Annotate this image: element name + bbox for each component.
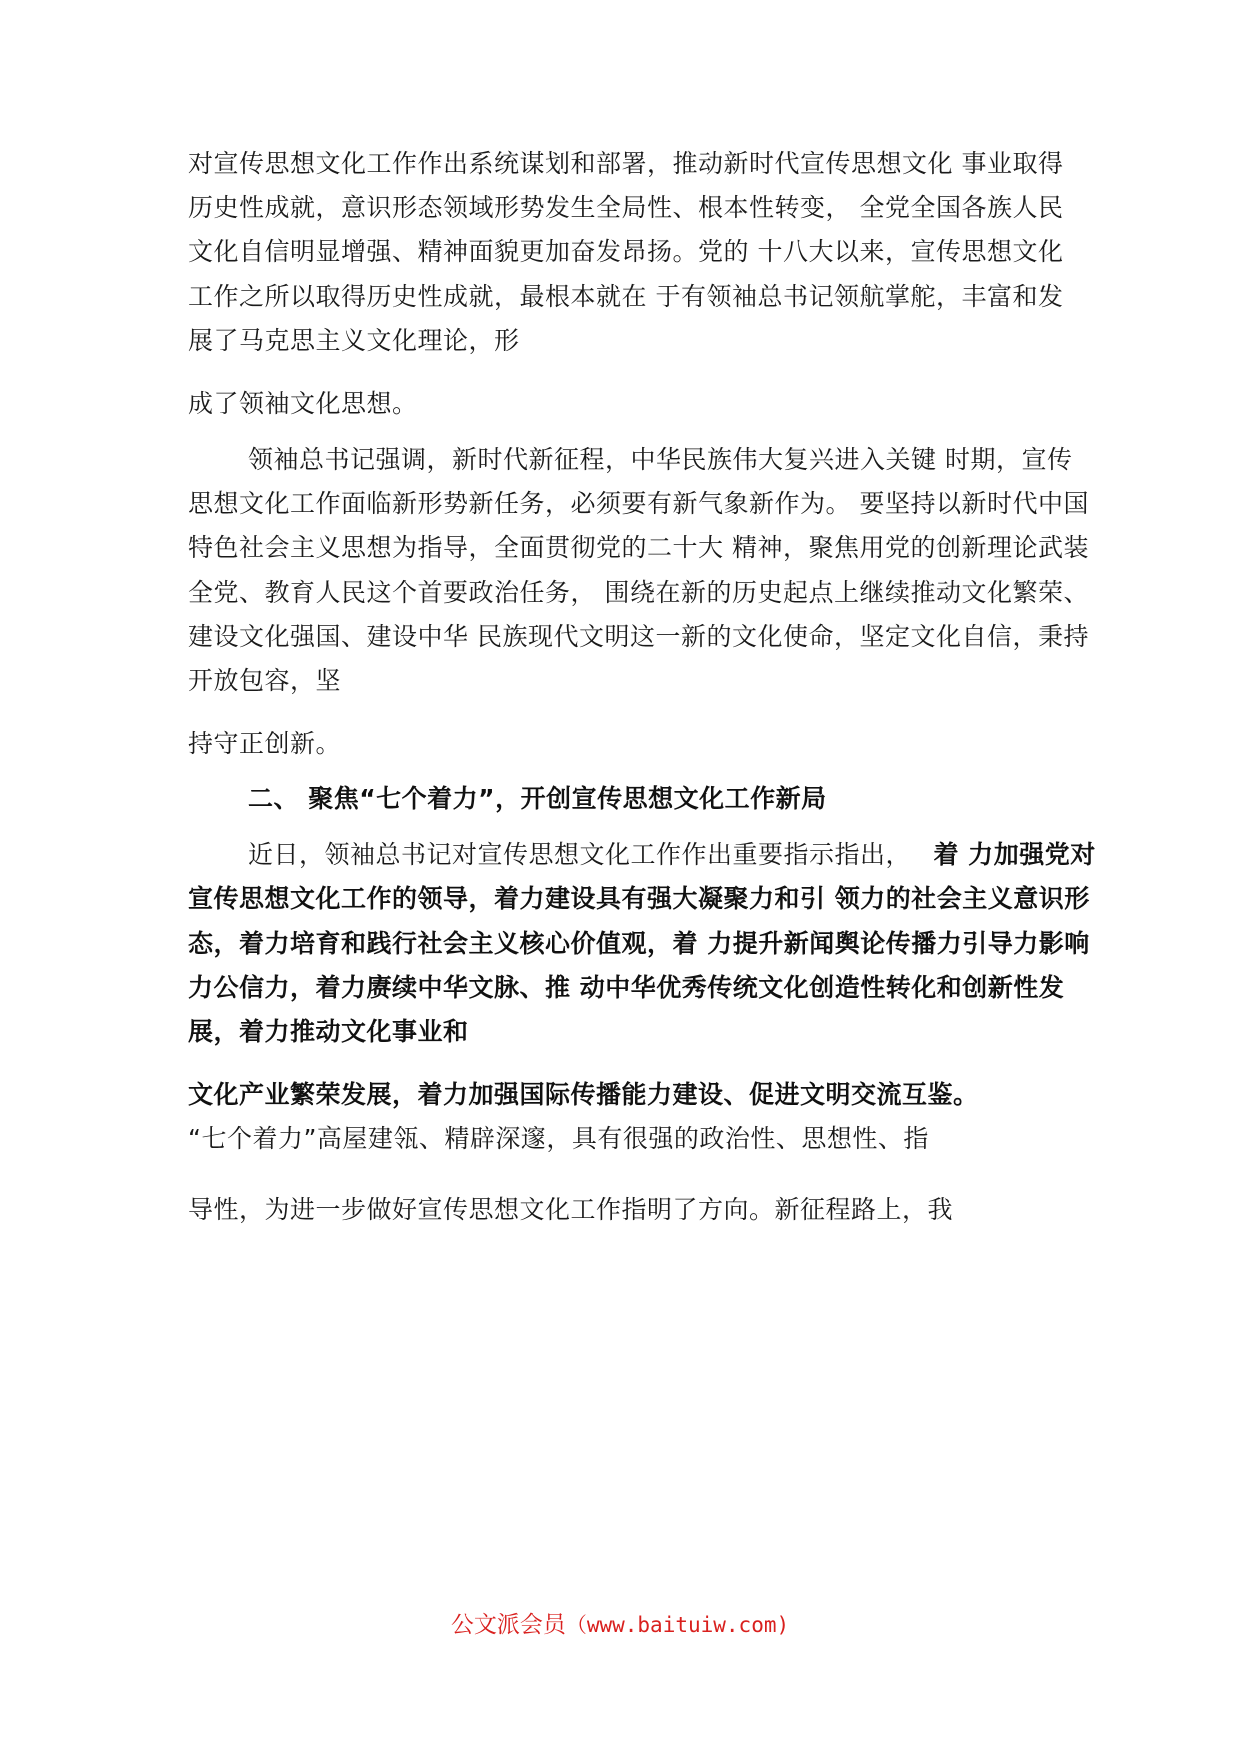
paragraph-line: “七个着力”高屋建瓴、精辟深邃，具有很强的政治性、思想性、指: [188, 1124, 929, 1153]
paragraph-line: 力公信力，着力赓续中华文脉、推 动中华优秀传统文化创造性转化和创新性发: [188, 973, 1065, 1002]
paragraph-line: 展了马克思主义文化理论，形: [188, 326, 520, 355]
paragraph-line: 态，着力培育和践行社会主义核心价值观，着 力提升新闻舆论传播力引导力影响: [188, 929, 1090, 958]
paragraph-line: 建设文化强国、建设中华 民族现代文明这一新的文化使命，坚定文化自信，秉持: [188, 622, 1089, 651]
paragraph-line: 宣传思想文化工作的领导，着力建设具有强大凝聚力和引 领力的社会主义意识形: [188, 884, 1090, 913]
paragraph-bold-text: 加强党对: [993, 840, 1096, 869]
paragraph-line: 对宣传思想文化工作作出系统谋划和部署，推动新时代宣传思想文化 事业取得: [188, 149, 1064, 178]
section-heading: 二、 聚焦“七个着力”，开创宣传思想文化工作新局: [248, 784, 827, 813]
paragraph-line: 成了领袖文化思想。: [188, 389, 418, 418]
paragraph-line: 思想文化工作面临新形势新任务，必须要有新气象新作为。 要坚持以新时代中国: [188, 489, 1089, 518]
paragraph-line: 全党、教育人民这个首要政治任务， 围绕在新的历史起点上继续推动文化繁荣、: [188, 578, 1089, 607]
paragraph-line: 工作之所以取得历史性成就，最根本就在 于有领袖总书记领航掌舵，丰富和发: [188, 282, 1064, 311]
paragraph-line: 开放包容，坚: [188, 666, 342, 695]
paragraph-line: 展，着力推动文化事业和: [188, 1017, 469, 1046]
paragraph-bold-text: 着 力: [933, 840, 994, 869]
paragraph-line: 特色社会主义思想为指导，全面贯彻党的二十大 精神，聚焦用党的创新理论武装: [188, 533, 1089, 562]
paragraph-line: 导性，为进一步做好宣传思想文化工作指明了方向。新征程路上，我: [188, 1195, 954, 1224]
paragraph-line: 文化产业繁荣发展，着力加强国际传播能力建设、促进文明交流互鉴。: [188, 1080, 979, 1109]
paragraph-line: 历史性成就，意识形态领域形势发生全局性、根本性转变， 全党全国各族人民: [188, 193, 1064, 222]
footer-url[interactable]: （www.baituiw.com): [565, 1613, 790, 1637]
paragraph-text: 近日，领袖总书记对宣传思想文化工作作出重要指示指出，: [248, 840, 912, 869]
page-footer: [0, 1610, 1240, 1640]
paragraph-line: 文化自信明显增强、精神面貌更加奋发昂扬。党的 十八大以来，宣传思想文化: [188, 237, 1064, 266]
paragraph-line: [248, 839, 1096, 871]
footer-brand: 公文派会员: [450, 1612, 566, 1638]
paragraph-line: 持守正创新。: [188, 729, 342, 758]
paragraph-line: 领袖总书记强调，新时代新征程，中华民族伟大复兴进入关键 时期，宣传: [248, 445, 1073, 474]
